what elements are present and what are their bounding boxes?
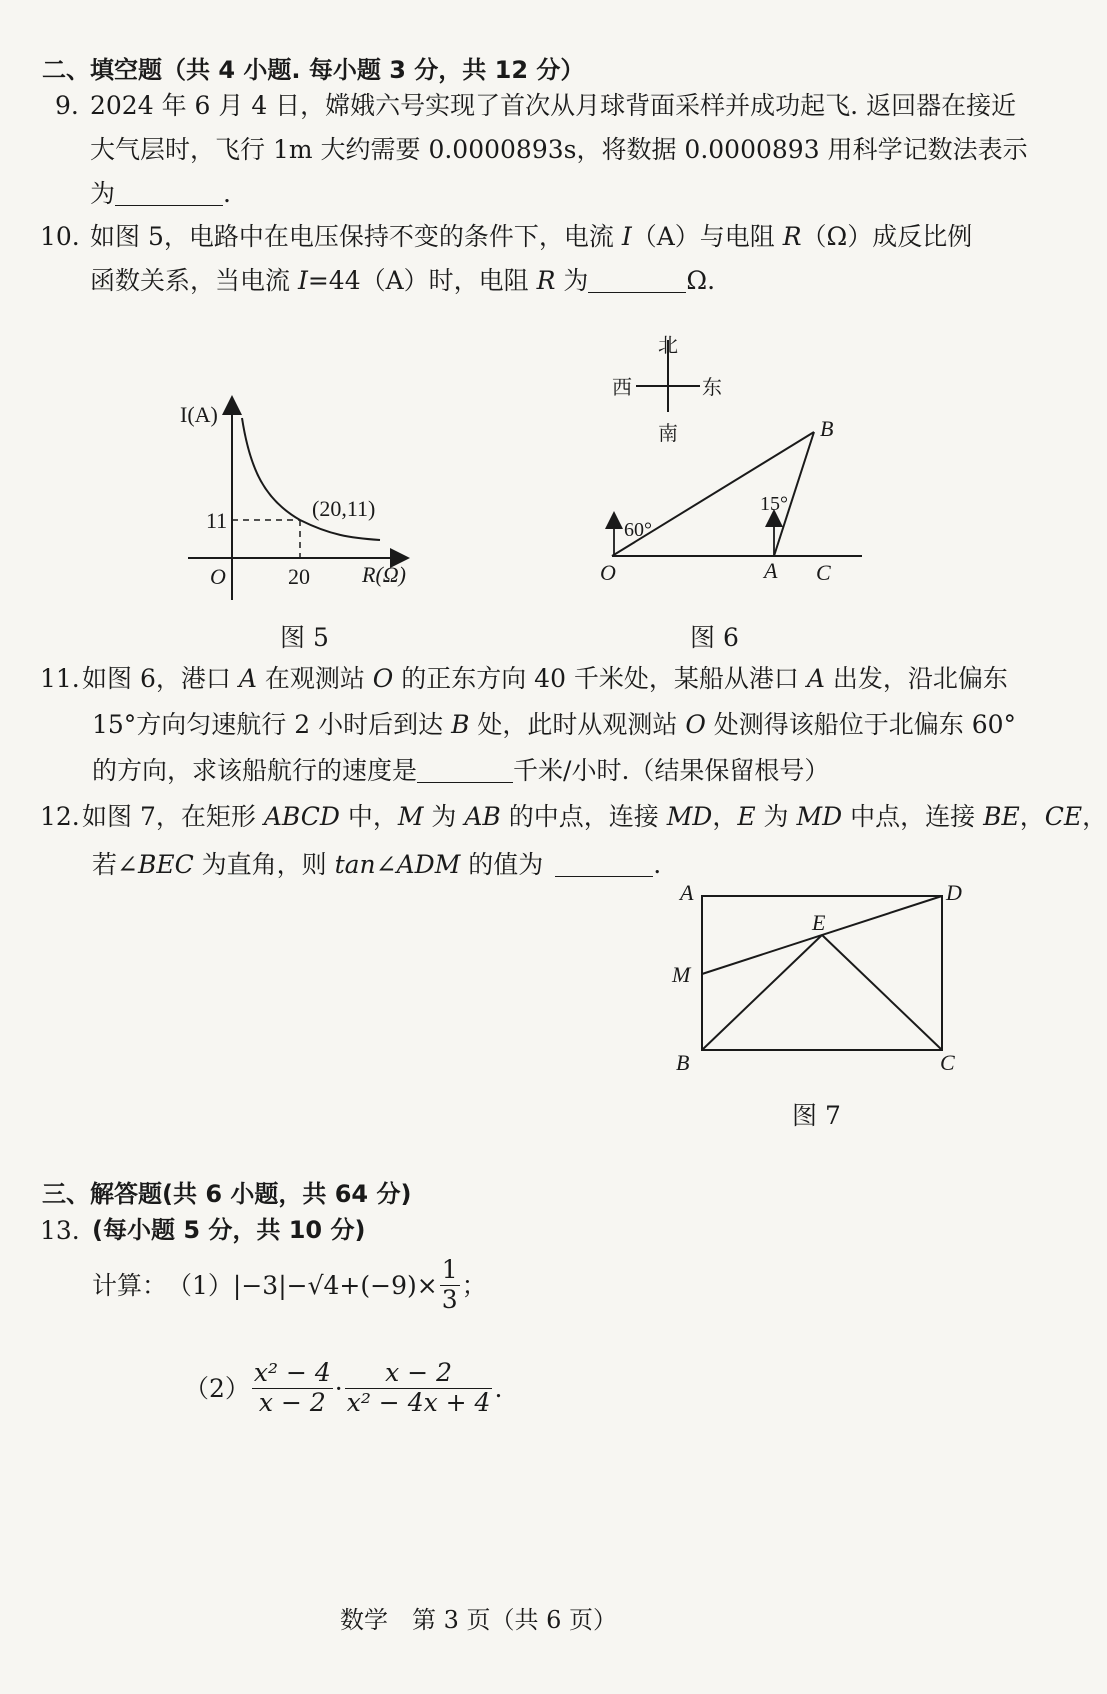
fig7-line-CE	[822, 935, 942, 1050]
q12-answer-blank	[555, 854, 653, 877]
fig7-caption: 图 7	[792, 1101, 841, 1130]
fig6-C: C	[816, 560, 831, 585]
q9-line1: 2024 年 6 月 4 日，嫦娥六号实现了首次从月球背面采样并成功起飞. 返回器在接近	[90, 91, 1017, 120]
q13-p1-fraction: $\frac{1}{3}$	[441, 1254, 458, 1314]
q13-p1-expr-b: +(−9)×	[339, 1270, 438, 1300]
q11-line1: 如图 6，港口 A 在观测站 O 的正东方向 40 千米处，某船从港口 A 出发，沿北偏东	[82, 664, 1008, 693]
q13-number: 13.	[40, 1216, 80, 1245]
q13-p1-expr-a: |−3|−	[232, 1270, 308, 1300]
fig7-C: C	[940, 1050, 955, 1075]
fig5-point-label: (20,11)	[312, 496, 376, 521]
fig5-x-label: R(Ω)	[362, 562, 406, 587]
fig7-E: E	[812, 910, 826, 935]
q9-line3: 为 .	[90, 179, 231, 208]
fig5-x-tick: 20	[288, 564, 310, 589]
fig6-O: O	[600, 560, 616, 585]
q11-answer-blank	[417, 760, 513, 783]
q9-line2: 大气层时，飞行 1m 大约需要 0.0000893s，将数据 0.0000893 用科学记数法表示	[90, 135, 1028, 164]
fig5-origin: O	[210, 564, 226, 589]
fig6-north: 北	[658, 335, 678, 357]
fig6-south: 南	[658, 423, 678, 445]
fig7-M: M	[672, 962, 691, 987]
fig5-caption: 图 5	[280, 623, 329, 652]
q11-line3: 的方向，求该船航行的速度是 千米/小时.（结果保留根号）	[92, 756, 830, 785]
fig5-y-label: I(A)	[180, 402, 218, 427]
q12-line2: 若∠BEC 为直角，则 tan∠ADM 的值为 .	[92, 850, 662, 879]
fig6-B: B	[820, 416, 834, 441]
fig5-y-tick: 11	[206, 508, 228, 533]
fig7-line-BE	[702, 935, 822, 1050]
q13-p2-fraction2: $\frac{x - 2}{\text{x² − 4x + 4}}$	[346, 1357, 491, 1417]
fig7-D: D	[946, 880, 962, 905]
q12-line1: 如图 7，在矩形 ABCD 中，M 为 AB 的中点，连接 MD，E 为 MD 中点，连接 BE，CE，	[82, 802, 1107, 831]
section3-title: 三、解答题(共 6 小题，共 64 分)	[42, 1180, 412, 1208]
q10-number: 10.	[40, 222, 80, 251]
fig6-west: 西	[612, 377, 632, 399]
fig5-curve	[242, 418, 380, 540]
section2-title: 二、填空题（共 4 小题. 每小题 3 分，共 12 分）	[42, 56, 585, 84]
q13-p1-label: （1）	[167, 1270, 233, 1300]
q13-p1-sqrt: √4	[307, 1270, 340, 1300]
fig6-caption: 图 6	[690, 623, 739, 652]
q13-score: (每小题 5 分，共 10 分)	[92, 1216, 366, 1244]
q12-number: 12.	[40, 802, 80, 831]
fig7-A: A	[680, 880, 694, 905]
fig6-angle60: 60°	[624, 519, 652, 541]
q13-p2-label: （2）	[184, 1373, 250, 1403]
q13-part1: 计算： （1） |−3|− √4 +(−9)× $\frac{1}{3}$ ；	[92, 1254, 487, 1314]
page-footer: 数学 第 3 页（共 6 页）	[340, 1606, 618, 1634]
fig7-B: B	[676, 1050, 690, 1075]
q13-calc-label: 计算：	[92, 1270, 168, 1300]
q13-p2-fraction1: $\frac{\text{x² − 4}}{x - 2}$	[253, 1357, 331, 1417]
q13-part2: （2） $\frac{\text{x² − 4}}{x - 2}$ · $\frac{x - 2}{\text{x² − 4x + 4}}$ .	[184, 1357, 503, 1417]
fig6-east: 东	[702, 377, 722, 399]
q10-line2: 函数关系，当电流 I=44（A）时，电阻 R 为 Ω.	[90, 266, 716, 295]
fig6-angle15: 15°	[760, 493, 788, 515]
q11-number: 11.	[40, 664, 80, 693]
fig6-A: A	[764, 558, 778, 583]
q10-line1: 如图 5，电路中在电压保持不变的条件下，电流 I（A）与电阻 R（Ω）成反比例	[90, 222, 973, 251]
q11-line2: 15°方向匀速航行 2 小时后到达 B 处，此时从观测站 O 处测得该船位于北偏东 60°	[92, 710, 1017, 739]
q9-number: 9.	[55, 91, 79, 120]
